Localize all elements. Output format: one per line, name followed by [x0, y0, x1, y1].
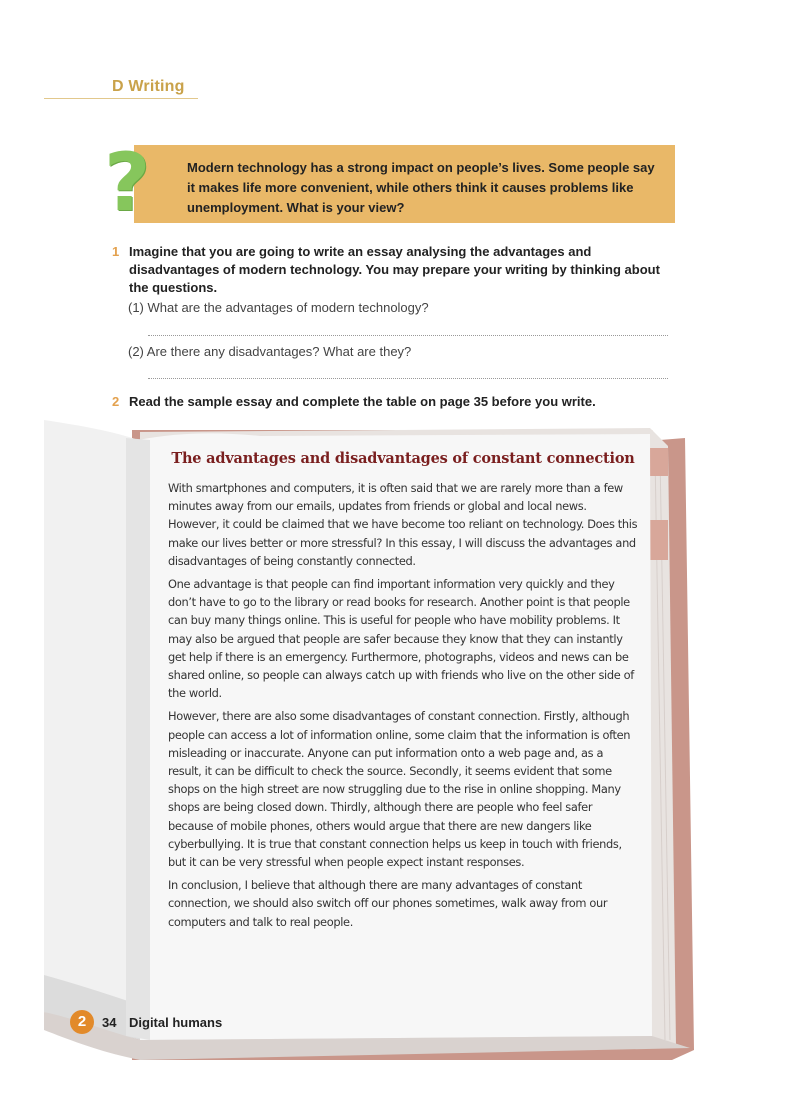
- exercise-instruction: Imagine that you are going to write an essay analysing the advantages and disadvantages of modern technology. You may prepare your writing by thinking about the questions.: [129, 244, 660, 295]
- essay-paragraph: In conclusion, I believe that although there are many advantages of constant connection, we should also switch off our phones sometimes, walk away from our computers and talk to real people.: [168, 878, 608, 929]
- essay-title: The advantages and disadvantages of constant connection: [171, 450, 635, 467]
- bookmark-tab: [648, 448, 668, 476]
- section-heading: D Writing: [112, 78, 185, 95]
- essay-paragraph: However, there are also some disadvantages of constant connection. Firstly, although people can access a lot of information online, some claim that the information is often misleading or inaccurate. Anyone can put information onto a web page and, as a result, it can be difficult to check the source. Secondly, it seems evident that some shops on the high street are now struggling due to the rise in online shopping. Many shops are being closed down. Thirdly, although there are people who feel safer because of mobile phones, others would argue that there are new dangers like cyberbullying. It is true that constant connection helps us keep in touch with friends, but it can be very stressful when people expect instant responses.: [168, 709, 631, 870]
- sample-essay: [168, 450, 638, 936]
- unit-badge: 2: [70, 1010, 94, 1034]
- discussion-question-text: Modern technology has a strong impact on people’s lives. Some people say it makes life more convenient, while others think it causes problems like unemployment. What is your view?: [187, 160, 655, 215]
- question-mark-icon: ?: [104, 136, 151, 229]
- prompt-question-2: (2) Are there any disadvantages? What are they?: [128, 344, 412, 359]
- exercise-number: 1: [112, 244, 120, 259]
- exercise-instruction: Read the sample essay and complete the table on page 35 before you write.: [129, 394, 596, 409]
- exercise-number: 2: [112, 394, 120, 409]
- prompt-question-1: (1) What are the advantages of modern technology?: [128, 300, 429, 315]
- page-number: 34: [102, 1015, 117, 1030]
- essay-paragraph: One advantage is that people can find important information very quickly and they don’t have to go to the library or read books for research. Another point is that people can buy many things online. This is useful for people who have mobility problems. It may also be argued that people are safer because they know that they can instantly get help if there is an emergency. Furthermore, photographs, videos and news can be shared online, so people can always catch up with friends who live on the other side of the world.: [168, 577, 634, 701]
- bookmark-tab: [648, 520, 668, 560]
- unit-title: Digital humans: [129, 1015, 223, 1030]
- essay-paragraph: With smartphones and computers, it is often said that we are rarely more than a few minutes away from our emails, updates from friends or global and local news. However, it could be claimed that we have become too reliant on technology. Does this make our lives better or more stressful? In this essay, I will discuss the advantages and disadvantages of being constantly connected.: [168, 481, 638, 568]
- left-page: [44, 420, 140, 1038]
